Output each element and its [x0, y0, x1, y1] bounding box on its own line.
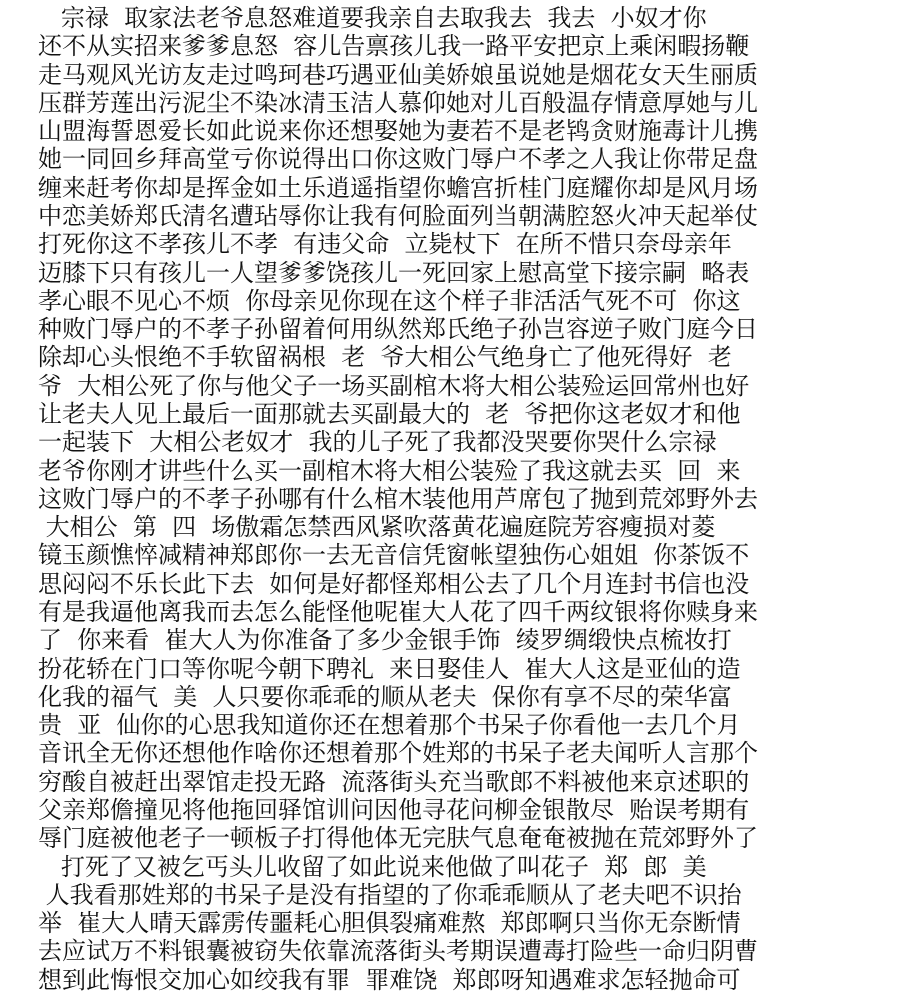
text-line: 大相公 第 四 场傲霜怎禁西风紧吹落黄花遍庭院芳容瘦损对菱 [38, 513, 716, 542]
text-line: 思闷闷不乐长此下去 如何是好都怪郑相公去了几个月连封书信也没 [38, 569, 750, 598]
text-line: 种败门辱户的不孝子孙留着何用纵然郑氏绝子孙岂容逆子败门庭今日 [38, 315, 758, 344]
text-line: 孝心眼不见心不烦 你母亲见你现在这个样子非活活气死不可 你这 [38, 286, 741, 315]
text-line: 中恋美娇郑氏清名遭玷辱你让我有何脸面列当朝满腔怒火冲天起举仗 [38, 202, 758, 230]
text-line: 了 你来看 崔大人为你准备了多少金银手饰 绫罗绸缎快点梳妆打 [38, 626, 732, 655]
text-line: 压群芳莲出污泥尘不染冰清玉洁人慕仰她对儿百般温存情意厚她与儿 [38, 88, 758, 117]
text-line: 爷 大相公死了你与他父子一场买副棺木将大相公装殓运回常州也好 [38, 371, 750, 400]
text-line: 去应试万不料银囊被窃失依靠流落街头考期误遭毒打险些一命归阴曹 [38, 937, 758, 966]
text-line: 这败门辱户的不孝子孙哪有什么棺木装他用芦席包了抛到荒郊野外去 [38, 484, 758, 513]
text-line: 还不从实招来爹爹息怒 容儿告禀孩儿我一路平安把京上乘闲暇扬鞭 [38, 32, 750, 61]
text-line: 音讯全无你还想他作啥你还想着那个姓郑的书呆子老夫闻听人言那个 [38, 739, 758, 768]
text-line: 贵 亚 仙你的心思我知道你还在想着那个书呆子你看他一去几个月 [38, 711, 741, 740]
text-line: 让老夫人见上最后一面那就去买副最大的 老 爷把你这老奴才和他 [38, 400, 741, 428]
text-line: 镜玉颜憔悴减精神郑郎你一去无音信凭窗帐望独伤心姐姐 你茶饭不 [38, 541, 750, 570]
text-line: 除却心头恨绝不手软留祸根 老 爷大相公气绝身亡了他死得好 老 [38, 343, 732, 372]
text-line: 打死你这不孝孩儿不孝 有违父命 立毙杖下 在所不惜只奈母亲年 [38, 230, 732, 259]
text-line: 宗禄 取家法老爷息怒难道要我亲自去取我去 我去 小奴才你 [38, 4, 707, 32]
text-line: 走马观风光访友走过鸣珂巷巧遇亚仙美娇娘虽说她是烟花女天生丽质 [38, 60, 758, 89]
text-line: 一起装下 大相公老奴才 我的儿子死了我都没哭要你哭什么宗禄 [38, 428, 717, 457]
text-line: 她一同回乡拜高堂亏你说得出口你这败门辱户不孝之人我让你带足盘 [38, 145, 758, 174]
text-line: 打死了又被乞丐头儿收留了如此说来他做了叫花子 郑 郎 美 [38, 852, 707, 881]
text-line: 想到此悔恨交加心如绞我有罪 罪难饶 郑郎呀知遇难求怎轻抛命可 [38, 965, 741, 994]
text-line: 父亲郑儋撞见将他拖回驿馆训问因他寻花问柳金银散尽 贻误考期有 [38, 796, 750, 824]
text-line: 山盟海誓恩爱长如此说来你还想娶她为妻若不是老鸨贪财施毒计儿携 [38, 117, 758, 146]
text-line: 辱门庭被他老子一顿板子打得他体无完肤气息奄奄被抛在荒郊野外了 [38, 824, 758, 853]
text-line: 举 崔大人晴天霹雳传噩耗心胆俱裂痛难熬 郑郎啊只当你无奈断情 [38, 909, 741, 938]
text-line: 有是我逼他离我而去怎么能怪他呢崔大人花了四千两纹银将你赎身来 [38, 598, 758, 626]
text-line: 老爷你刚才讲些什么买一副棺木将大相公装殓了我这就去买 回 来 [38, 456, 741, 485]
text-line: 迈膝下只有孩儿一人望爹爹饶孩儿一死回家上慰高堂下接宗嗣 略表 [38, 258, 750, 287]
text-line: 扮花轿在门口等你呢今朝下聘礼 来日娶佳人 崔大人这是亚仙的造 [38, 654, 741, 683]
text-line: 穷酸自被赶出翠馆走投无路 流落街头充当歌郎不料被他来京述职的 [38, 767, 750, 796]
text-line: 化我的福气 美 人只要你乖乖的顺从老夫 保你有享不尽的荣华富 [38, 682, 732, 711]
text-line: 缠来赶考你却是挥金如土乐逍遥指望你蟾宫折桂门庭耀你却是风月场 [38, 173, 758, 202]
text-line: 人我看那姓郑的书呆子是没有指望的了你乖乖顺从了老夫吧不识抬 [38, 880, 742, 909]
